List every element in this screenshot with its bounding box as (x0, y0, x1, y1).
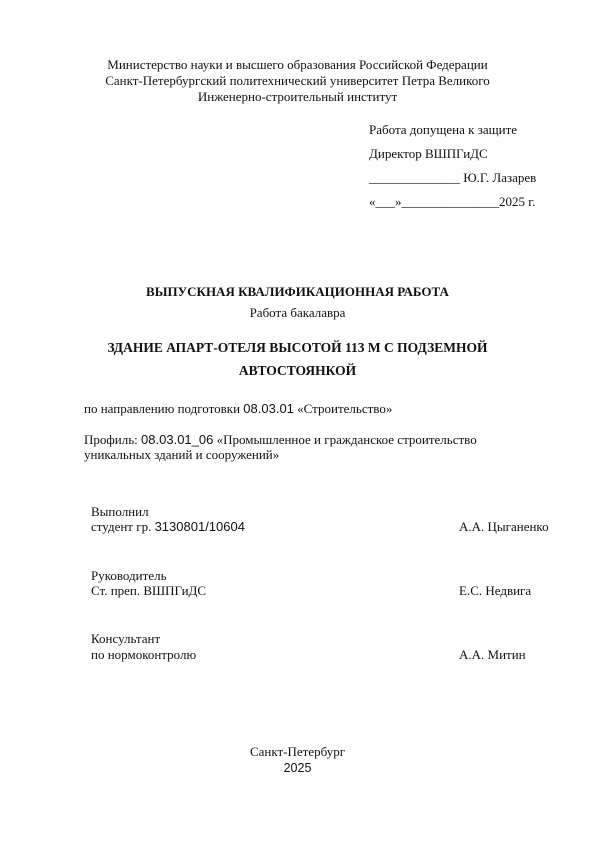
signature-person-supervisor: Е.С. Недвига (459, 583, 532, 598)
institute-line: Инженерно-строительный институт (197, 89, 398, 104)
approval-date-line: «___»_______________2025 г. (369, 194, 536, 209)
position-prefix: Ст. преп. ВШПГиДС (91, 583, 207, 598)
approval-text: Работа допущена к защите (369, 122, 518, 137)
profile-code: 08.03.01_06 (141, 432, 214, 447)
footer-city: Санкт-Петербург (249, 744, 346, 759)
direction-line (84, 401, 392, 417)
signature-position-consultant (91, 647, 196, 663)
profile-name-line1: «Промышленное и гражданское строительство (213, 432, 477, 447)
direction-name: «Строительство» (293, 401, 393, 416)
direction-code: 08.03.01 (243, 401, 294, 416)
student-group-code: 3130801/10604 (154, 519, 245, 534)
direction-prefix: по направлению подготовки (84, 401, 244, 416)
signature-position-supervisor (91, 583, 206, 599)
profile-name-line2: уникальных зданий и сооружений» (84, 447, 280, 462)
topic-title-line2: АВТОСТОЯНКОЙ (238, 363, 357, 378)
signature-person-author: А.А. Цыганенко (459, 519, 549, 534)
director-signature-line: ______________ Ю.Г. Лазарев (369, 170, 537, 185)
signature-role-consultant: Консультант (91, 631, 161, 646)
ministry-line: Министерство науки и высшего образования Российской Федерации (107, 57, 488, 72)
position-prefix: по нормоконтролю (91, 647, 197, 662)
signature-person-consultant: А.А. Митин (459, 647, 526, 662)
director-title: Директор ВШПГиДС (369, 146, 488, 161)
profile-line1 (84, 432, 477, 448)
profile-prefix: Профиль: (84, 432, 142, 447)
signature-role-supervisor: Руководитель (91, 568, 167, 583)
signature-role-author: Выполнил (91, 504, 149, 519)
footer-year: 2025 (283, 761, 312, 775)
topic-title-line1: ЗДАНИЕ АПАРТ-ОТЕЛЯ ВЫСОТОЙ 113 М С ПОДЗЕМНОЙ (107, 340, 488, 355)
degree-subtitle: Работа бакалавра (249, 305, 346, 320)
position-prefix: студент гр. (91, 519, 155, 534)
signature-position-author (91, 519, 245, 535)
university-line: Санкт-Петербургский политехнический университет Петра Великого (105, 73, 490, 88)
work-type-heading: ВЫПУСКНАЯ КВАЛИФИКАЦИОННАЯ РАБОТА (146, 284, 449, 299)
